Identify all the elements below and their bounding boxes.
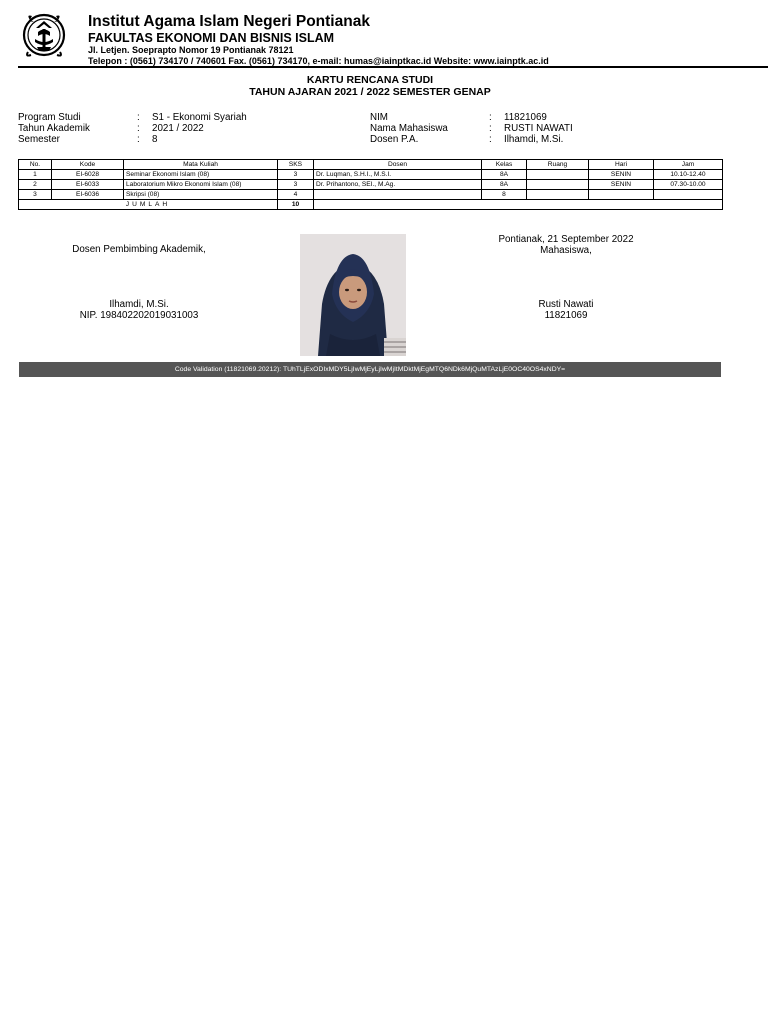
header-divider bbox=[18, 66, 768, 68]
institution-address: Jl. Letjen. Soeprapto Nomor 19 Pontianak 78121 bbox=[88, 45, 294, 55]
cell-kelas: 8 bbox=[482, 190, 527, 200]
cell-dosen: Dr. Luqman, S.H.I., M.S.I. bbox=[314, 170, 482, 180]
cell-no: 2 bbox=[19, 180, 52, 190]
student-nim: 11821069 bbox=[544, 310, 588, 321]
student-photo bbox=[300, 234, 406, 356]
info-sep: : bbox=[137, 123, 140, 134]
cell-no: 3 bbox=[19, 190, 52, 200]
table-row bbox=[19, 190, 723, 200]
advisor-name: Ilhamdi, M.Si. bbox=[109, 299, 169, 310]
info-label-semester: Semester bbox=[18, 134, 60, 145]
info-sep: : bbox=[137, 112, 140, 123]
student-name: Rusti Nawati bbox=[538, 299, 594, 310]
cell-mata-kuliah: Laboratorium Mikro Ekonomi Islam (08) bbox=[124, 180, 278, 190]
cell-kelas: 8A bbox=[482, 180, 527, 190]
cell-kode: EI-6028 bbox=[52, 170, 124, 180]
institution-contact: Telepon : (0561) 734170 / 740601 Fax. (0561) 734170, e-mail: humas@iainptkac.id Website: www.iainptk.ac.id bbox=[88, 56, 549, 66]
total-label: JUMLAH bbox=[19, 200, 278, 210]
course-table bbox=[18, 159, 723, 210]
col-header-no: No. bbox=[19, 160, 52, 170]
info-value-dosen-pa: Ilhamdi, M.Si. bbox=[504, 134, 564, 145]
col-header-kode: Kode bbox=[52, 160, 124, 170]
cell-dosen: Dr. Prihantono, SEI., M.Ag. bbox=[314, 180, 482, 190]
cell-dosen bbox=[314, 190, 482, 200]
info-value-tahun-akademik: 2021 / 2022 bbox=[152, 123, 204, 134]
cell-ruang bbox=[527, 190, 589, 200]
cell-kode: EI-6033 bbox=[52, 180, 124, 190]
cell-sks: 4 bbox=[278, 190, 314, 200]
info-sep: : bbox=[489, 123, 492, 134]
info-label-tahun-akademik: Tahun Akademik bbox=[18, 123, 90, 134]
student-title: Mahasiswa, bbox=[540, 245, 592, 256]
info-sep: : bbox=[137, 134, 140, 145]
col-header-kelas: Kelas bbox=[482, 160, 527, 170]
advisor-nip: NIP. 198402202019031003 bbox=[79, 310, 199, 321]
cell-ruang bbox=[527, 180, 589, 190]
table-row bbox=[19, 180, 723, 190]
cell-kelas: 8A bbox=[482, 170, 527, 180]
col-header-mata-kuliah: Mata Kuliah bbox=[124, 160, 278, 170]
col-header-ruang: Ruang bbox=[527, 160, 589, 170]
cell-jam: 07.30-10.00 bbox=[654, 180, 723, 190]
info-sep: : bbox=[489, 112, 492, 123]
cell-mata-kuliah: Seminar Ekonomi Islam (08) bbox=[124, 170, 278, 180]
cell-ruang bbox=[527, 170, 589, 180]
info-value-nim: 11821069 bbox=[504, 112, 547, 123]
info-sep: : bbox=[489, 134, 492, 145]
cell-hari bbox=[589, 190, 654, 200]
document-title: KARTU RENCANA STUDI bbox=[306, 74, 434, 86]
institution-name: Institut Agama Islam Negeri Pontianak bbox=[88, 13, 370, 30]
cell-no: 1 bbox=[19, 170, 52, 180]
info-label-nim: NIM bbox=[370, 112, 388, 123]
faculty-name: FAKULTAS EKONOMI DAN BISNIS ISLAM bbox=[88, 31, 335, 45]
cell-sks: 3 bbox=[278, 180, 314, 190]
info-label-dosen-pa: Dosen P.A. bbox=[370, 134, 419, 145]
document-subtitle: TAHUN AJARAN 2021 / 2022 SEMESTER GENAP bbox=[249, 86, 491, 98]
col-header-jam: Jam bbox=[654, 160, 723, 170]
col-header-sks: SKS bbox=[278, 160, 314, 170]
iain-pontianak-logo-icon bbox=[22, 12, 66, 58]
info-value-program-studi: S1 - Ekonomi Syariah bbox=[152, 112, 247, 123]
info-value-semester: 8 bbox=[152, 134, 158, 145]
info-value-nama-mahasiswa: RUSTI NAWATI bbox=[504, 123, 573, 134]
table-row bbox=[19, 170, 723, 180]
total-filler bbox=[314, 200, 723, 210]
info-label-program-studi: Program Studi bbox=[18, 112, 81, 123]
col-header-dosen: Dosen bbox=[314, 160, 482, 170]
cell-hari: SENIN bbox=[589, 170, 654, 180]
col-header-hari: Hari bbox=[589, 160, 654, 170]
total-sks: 10 bbox=[278, 200, 314, 210]
cell-jam bbox=[654, 190, 723, 200]
info-label-nama-mahasiswa: Nama Mahasiswa bbox=[370, 123, 448, 134]
validation-code-bar: Code Validation (11821069.20212): TUhTLjExODIxMDY5LjIwMjEyLjIwMjItMDktMjEgMTQ6NDk6MjQuMTAzLjE0OC40OS4xNDY= bbox=[19, 362, 721, 377]
cell-mata-kuliah: Skripsi (08) bbox=[124, 190, 278, 200]
table-header-row bbox=[19, 160, 723, 170]
cell-sks: 3 bbox=[278, 170, 314, 180]
signature-date: Pontianak, 21 September 2022 bbox=[498, 234, 634, 245]
table-total-row bbox=[19, 200, 723, 210]
cell-kode: EI-6036 bbox=[52, 190, 124, 200]
cell-jam: 10.10-12.40 bbox=[654, 170, 723, 180]
advisor-title: Dosen Pembimbing Akademik, bbox=[72, 244, 206, 255]
cell-hari: SENIN bbox=[589, 180, 654, 190]
